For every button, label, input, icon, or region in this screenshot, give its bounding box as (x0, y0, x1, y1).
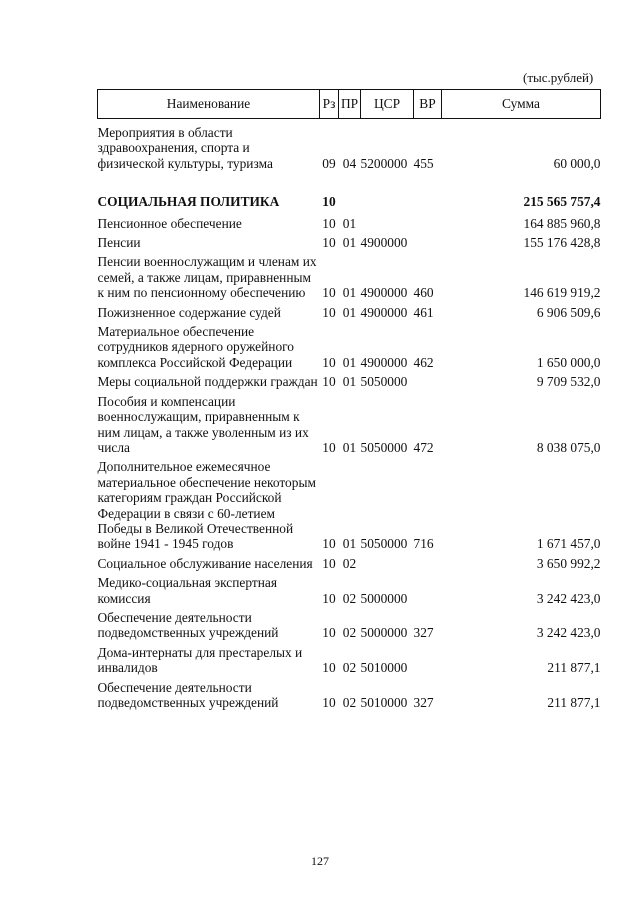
row-vr (414, 556, 442, 575)
row-name: Пенсии военнослужащим и членам их семей, а также лицам, приравненным к ним по пенсионному обеспечению (97, 254, 317, 301)
row-rz: 10 (322, 555, 336, 571)
row-rz: 10 (322, 695, 336, 710)
row-csr: 5010000 (360, 660, 408, 676)
unit-label: (тыс.рублей) (523, 70, 594, 85)
row-name: Меры социальной поддержки граждан (97, 374, 318, 390)
row-rz: 10 (322, 354, 336, 370)
table-row (98, 305, 601, 324)
section-row (98, 175, 601, 215)
table-row (98, 645, 601, 680)
row-csr: 5000000 (360, 590, 408, 606)
row-csr: 4900000 (360, 354, 408, 370)
row-sum: 215 565 757,4 (523, 194, 601, 210)
row-name: Пенсии (97, 235, 141, 251)
table-row (98, 680, 601, 715)
row-pr: 01 (342, 235, 357, 251)
row-sum: 164 885 960,8 (523, 215, 601, 231)
row-rz: 10 (322, 439, 336, 455)
row-csr: 4900000 (360, 304, 408, 320)
row-name: Дома-интернаты для престарелых и инвалидов (97, 644, 303, 676)
table-row (98, 556, 601, 575)
row-csr: 5050000 (360, 374, 408, 390)
row-rz: 10 (322, 194, 336, 210)
row-sum: 211 877,1 (547, 660, 601, 676)
row-sum: 6 906 509,6 (536, 304, 601, 320)
row-vr (414, 235, 442, 254)
table-row (98, 216, 601, 235)
section-title: СОЦИАЛЬНАЯ ПОЛИТИКА (97, 194, 280, 210)
row-csr: 4900000 (360, 285, 408, 301)
row-csr: 5010000 (360, 695, 408, 710)
row-name: Мероприятия в области здравоохранения, спорта и физической культуры, туризма (97, 125, 273, 171)
row-rz: 10 (322, 215, 336, 231)
row-rz: 10 (322, 285, 336, 301)
row-name: Обеспечение деятельности подведомственных учреждений (97, 609, 279, 641)
row-vr: 461 (413, 304, 434, 320)
row-pr: 01 (342, 536, 357, 552)
row-name: Пособия и компенсации военнослужащим, приравненным к ним лицам, а также уволенным из их числа (97, 393, 309, 455)
table-row (98, 119, 601, 176)
row-vr: 716 (413, 536, 434, 552)
row-sum: 9 709 532,0 (536, 374, 601, 390)
row-sum: 211 877,1 (547, 695, 601, 710)
table-row (98, 394, 601, 460)
header-csr: ЦСР (361, 90, 414, 119)
row-vr: 455 (413, 155, 434, 171)
row-rz: 10 (322, 536, 336, 552)
row-name: Дополнительное ежемесячное материальное обеспечение некоторым категориям граждан Российской Федерации в связи с 60-летием Победы в Великой Отечественной войне 1941 - 1945 годов (97, 459, 316, 552)
row-sum: 1 650 000,0 (536, 354, 601, 370)
header-rz: Рз (320, 90, 339, 119)
row-rz: 10 (322, 374, 336, 390)
header-pr: ПР (339, 90, 361, 119)
row-vr (414, 575, 442, 610)
row-pr: 01 (342, 439, 357, 455)
table-row (98, 324, 601, 374)
row-pr: 01 (342, 215, 357, 231)
row-csr: 5200000 (360, 155, 408, 171)
row-pr: 02 (342, 695, 357, 710)
row-name: Материальное обеспечение сотрудников ядерного оружейного комплекса Российской Федерации (97, 324, 294, 370)
row-csr (361, 175, 414, 215)
budget-table (97, 89, 601, 714)
row-csr: 5000000 (360, 625, 408, 641)
row-pr (339, 175, 361, 215)
row-vr: 472 (413, 439, 434, 455)
page-number: 127 (311, 854, 329, 868)
row-sum: 146 619 919,2 (523, 285, 601, 301)
row-pr: 01 (342, 354, 357, 370)
row-sum: 1 671 457,0 (536, 536, 601, 552)
row-pr: 01 (342, 285, 357, 301)
table-row (98, 610, 601, 645)
row-pr: 01 (342, 304, 357, 320)
row-pr: 02 (342, 555, 357, 571)
row-rz: 10 (322, 235, 336, 251)
row-pr: 02 (342, 660, 357, 676)
row-sum: 3 650 992,2 (536, 555, 601, 571)
row-name: Пенсионное обеспечение (97, 215, 242, 231)
row-rz: 10 (322, 625, 336, 641)
table-row (98, 459, 601, 555)
header-vr: ВР (414, 90, 442, 119)
table-body (98, 119, 601, 715)
row-vr: 327 (413, 695, 434, 710)
row-vr (414, 645, 442, 680)
row-rz: 10 (322, 660, 336, 676)
row-csr: 5050000 (360, 439, 408, 455)
row-vr: 460 (413, 285, 434, 301)
row-sum: 60 000,0 (553, 155, 601, 171)
row-vr (414, 216, 442, 235)
table-row (98, 254, 601, 304)
row-sum: 8 038 075,0 (536, 439, 601, 455)
row-csr: 5050000 (360, 536, 408, 552)
table-row (98, 374, 601, 393)
row-vr: 327 (413, 625, 434, 641)
row-pr: 04 (342, 155, 357, 171)
row-name: Медико-социальная экспертная комиссия (97, 575, 278, 606)
table-header (98, 90, 601, 119)
header-sum: Сумма (442, 90, 601, 119)
header-name: Наименование (98, 90, 320, 119)
row-pr: 02 (342, 590, 357, 606)
row-csr: 4900000 (360, 235, 408, 251)
row-csr (361, 556, 414, 575)
table-row (98, 575, 601, 610)
header-row (98, 90, 601, 119)
row-sum: 3 242 423,0 (536, 625, 601, 641)
row-rz: 10 (322, 590, 336, 606)
row-vr (414, 374, 442, 393)
row-name: Социальное обслуживание населения (97, 555, 313, 571)
row-csr (361, 216, 414, 235)
row-pr: 02 (342, 625, 357, 641)
row-sum: 3 242 423,0 (536, 590, 601, 606)
row-name: Пожизненное содержание судей (97, 304, 281, 320)
row-rz: 09 (322, 155, 336, 171)
row-name: Обеспечение деятельности подведомственных учреждений (97, 679, 279, 710)
table-row (98, 235, 601, 254)
row-vr (414, 175, 442, 215)
row-vr: 462 (413, 354, 434, 370)
row-rz: 10 (322, 304, 336, 320)
row-sum: 155 176 428,8 (523, 235, 601, 251)
row-pr: 01 (342, 374, 357, 390)
